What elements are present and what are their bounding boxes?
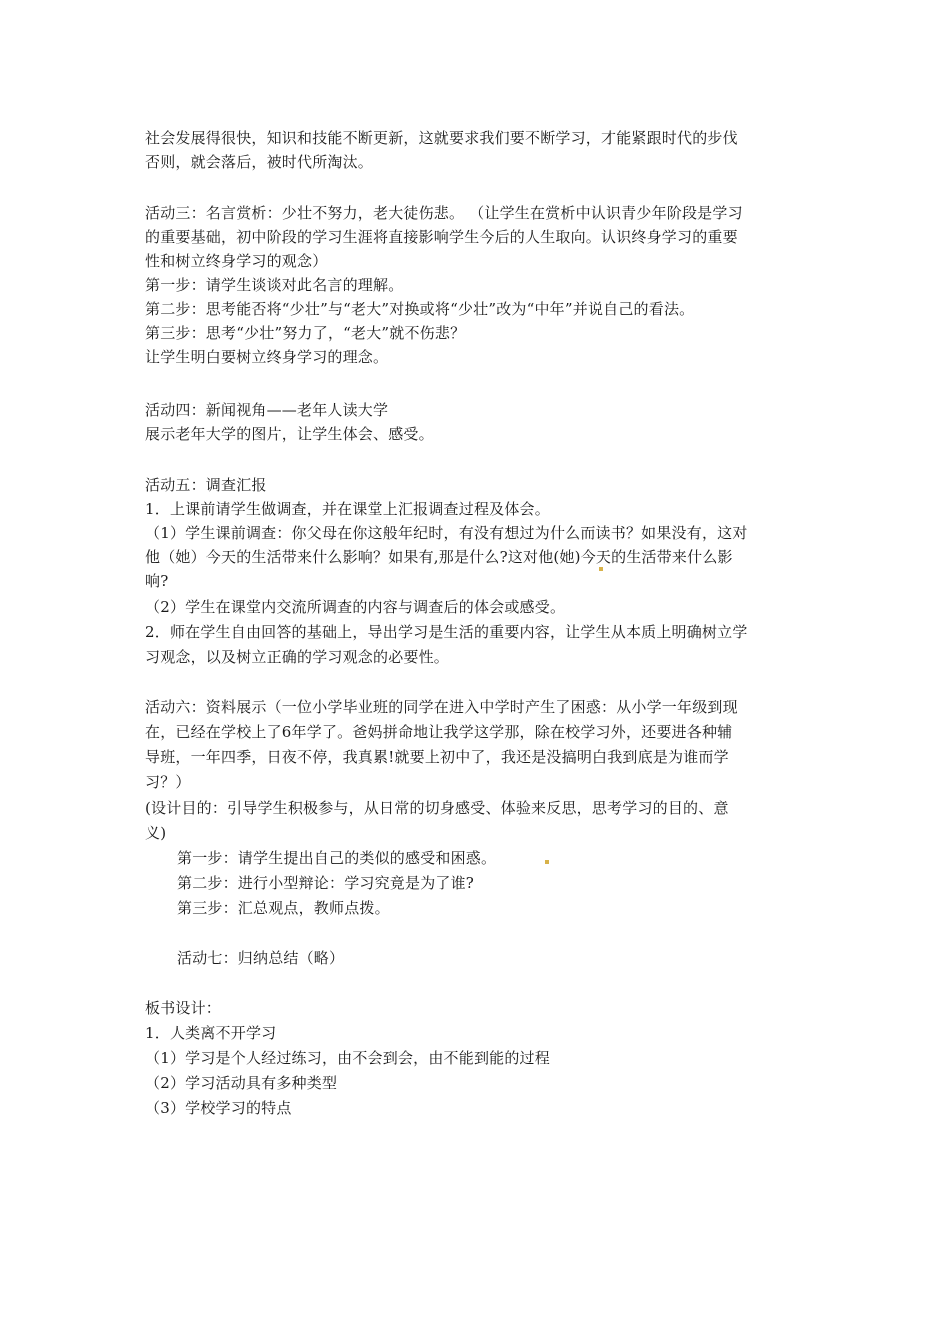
- text-line: 社会发展得很快，知识和技能不断更新，这就要求我们要不断学习，才能紧跟时代的步伐: [145, 129, 738, 147]
- text-line: 习观念，以及树立正确的学习观念的必要性。: [145, 648, 450, 666]
- step-line: 第二步：进行小型辩论：学习究竟是为了谁?: [177, 874, 475, 892]
- activity-heading: 活动四：新闻视角——老年人读大学: [145, 401, 389, 419]
- list-item: （3）学校学习的特点: [145, 1099, 292, 1117]
- text-line: 在，已经在学校上了6年学了。爸妈拼命地让我学这学那，除在校学习外，还要进各种辅: [145, 723, 733, 741]
- activity-heading: 活动五：调查汇报: [145, 476, 267, 494]
- list-item: （1）学习是个人经过练习，由不会到会，由不能到能的过程: [145, 1049, 550, 1067]
- text-line: 响?: [145, 572, 169, 590]
- activity-heading: 活动六：资料展示（一位小学毕业班的同学在进入中学时产生了困惑：从小学一年级到现: [145, 698, 738, 716]
- step-line: 第三步：思考“少壮”努力了，“老大”就不伤悲？: [145, 324, 466, 342]
- text-line: 义): [145, 824, 167, 842]
- text-line: 性和树立终身学习的观念）: [145, 252, 328, 270]
- activity-heading: 活动三：名言赏析：少壮不努力，老大徒伤悲。 （让学生在赏析中认识青少年阶段是学习: [145, 204, 743, 222]
- text-line: 习？）: [145, 773, 191, 791]
- step-line: 第一步：请学生提出自己的类似的感受和困惑。: [177, 849, 497, 867]
- list-item: （1）学生课前调查：你父母在你这般年纪时，有没有想过为什么而读书？如果没有，这对: [145, 524, 748, 542]
- list-item: （2）学生在课堂内交流所调查的内容与调查后的体会或感受。: [145, 598, 566, 616]
- text-line: 让学生明白要树立终身学习的理念。: [145, 348, 389, 366]
- text-line: 他（她）今天的生活带来什么影响？如果有,那是什么?这对他(她)今天的生活带来什么影: [145, 548, 733, 566]
- text-line: 展示老年大学的图片，让学生体会、感受。: [145, 425, 434, 443]
- text-line: 否则，就会落后，被时代所淘汰。: [145, 153, 374, 171]
- step-line: 第三步：汇总观点，教师点拨。: [177, 899, 390, 917]
- step-line: 第二步：思考能否将“少壮”与“老大”对换或将“少壮”改为“中年”并说自己的看法。: [145, 300, 695, 318]
- list-item: 1．人类离不开学习: [145, 1024, 277, 1042]
- step-line: 第一步：请学生谈谈对此名言的理解。: [145, 276, 404, 294]
- activity-heading: 活动七：归纳总结（略）: [177, 949, 345, 967]
- highlight-mark: [545, 860, 549, 864]
- section-heading: 板书设计：: [145, 999, 222, 1017]
- text-line: 的重要基础，初中阶段的学习生涯将直接影响学生今后的人生取向。认识终身学习的重要: [145, 228, 738, 246]
- text-line: (设计目的：引导学生积极参与，从日常的切身感受、体验来反思，思考学习的目的、意: [145, 799, 729, 817]
- text-line: 导班，一年四季，日夜不停，我真累!就要上初中了，我还是没搞明白我到底是为谁而学: [145, 748, 729, 766]
- list-item: （2）学习活动具有多种类型: [145, 1074, 338, 1092]
- list-item: 2．师在学生自由回答的基础上，导出学习是生活的重要内容，让学生从本质上明确树立学: [145, 623, 748, 641]
- list-item: 1．上课前请学生做调查，并在课堂上汇报调查过程及体会。: [145, 500, 550, 518]
